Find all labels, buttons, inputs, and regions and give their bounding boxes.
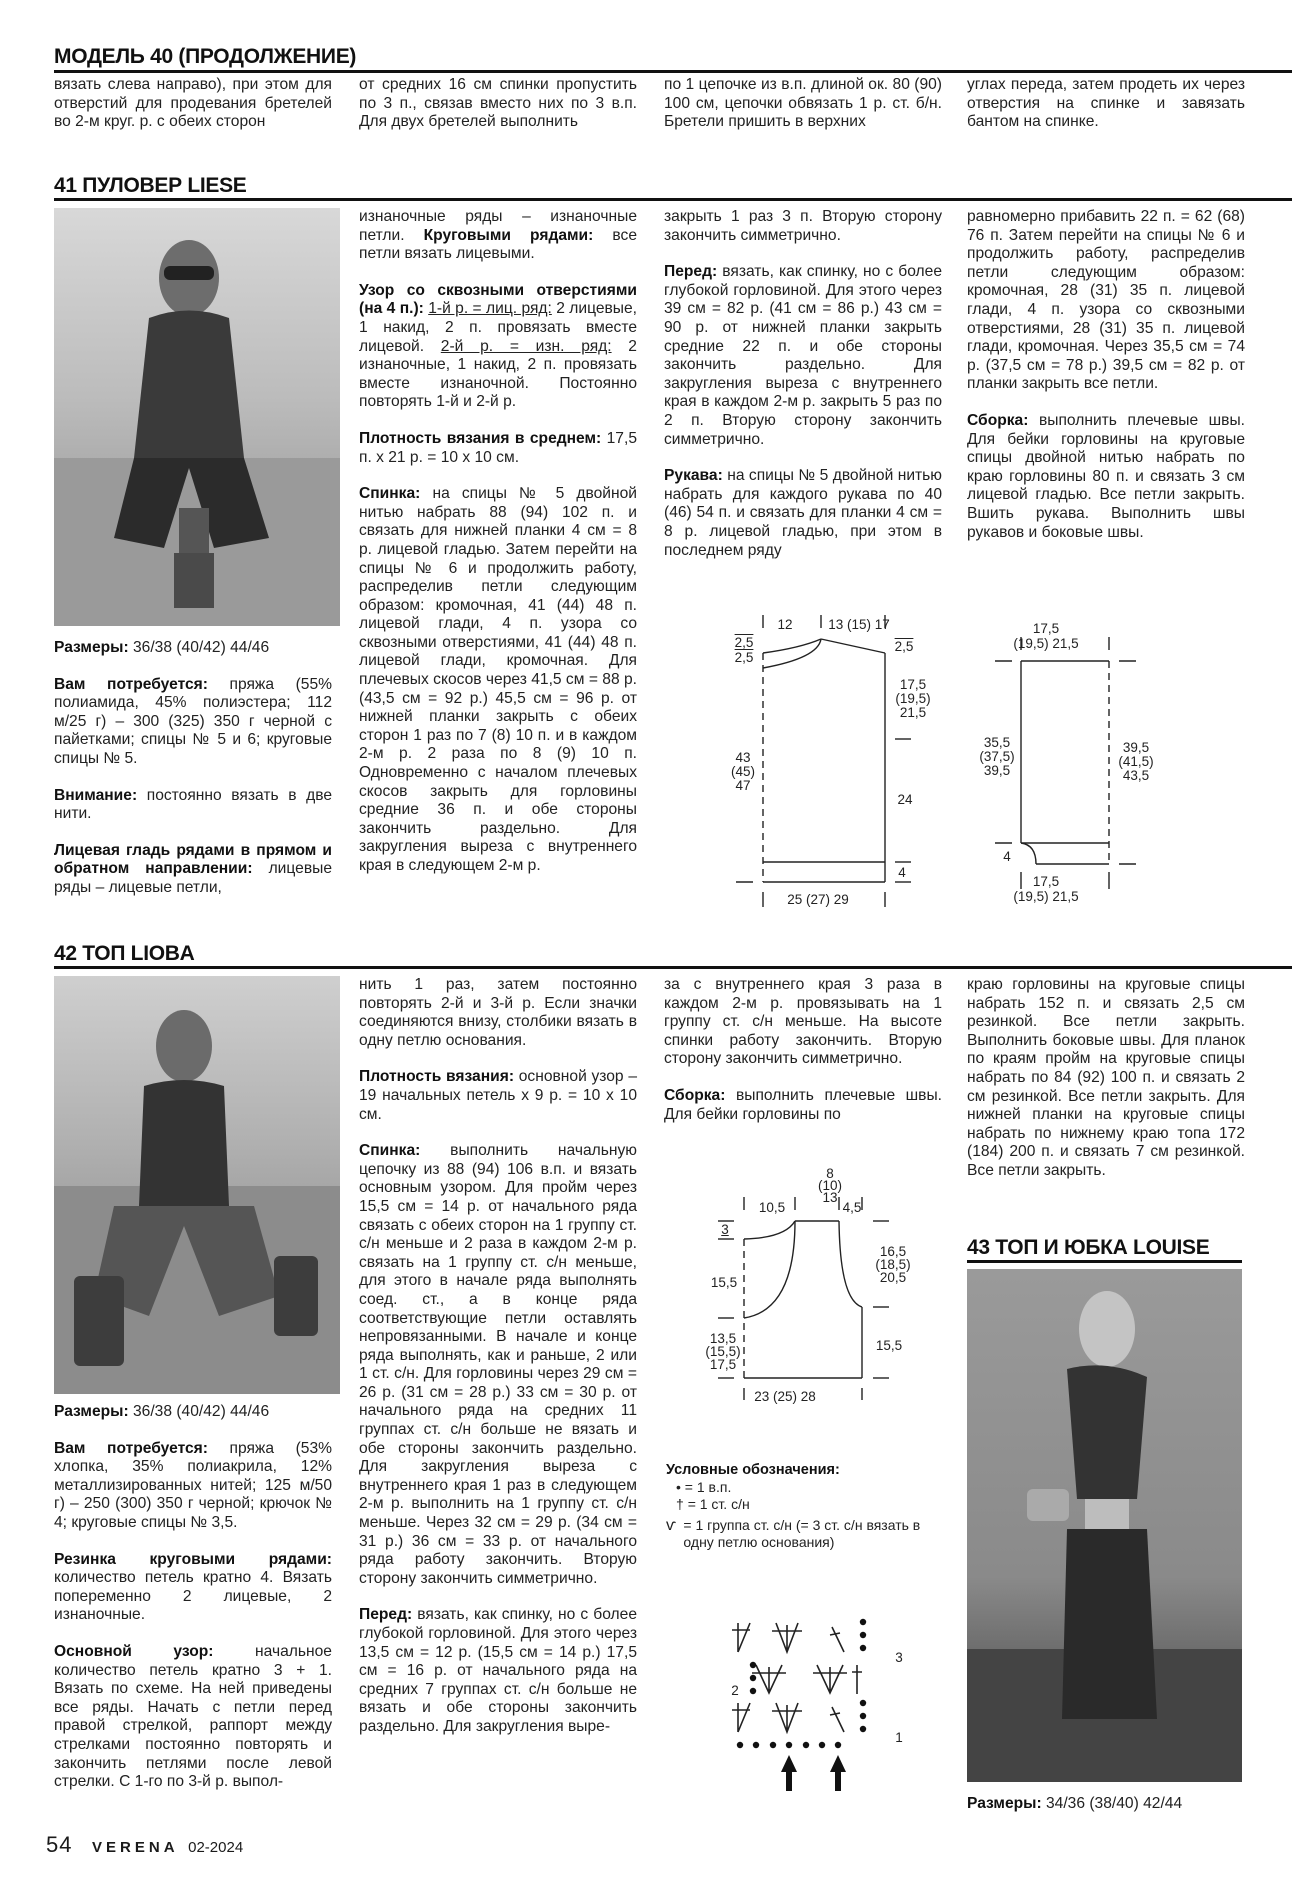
section-title-model-43: 43 ТОП И ЮБКА LOUISE bbox=[967, 1236, 1210, 1259]
dim-label: 13 bbox=[822, 1190, 838, 1205]
legend-group: = 1 группа ст. с/н (= 3 ст. с/н вязать в одну петлю основания) bbox=[683, 1517, 921, 1550]
assembly-label: Сборка: bbox=[967, 411, 1029, 429]
dim-label: 8 bbox=[826, 1166, 834, 1181]
dim-label: 35,5 bbox=[983, 735, 1011, 750]
stockinette-value: лицевые ряды – лицевые петли, bbox=[54, 860, 332, 896]
dim-label: 13 (15) 17 bbox=[828, 617, 890, 632]
model40-col1: вязать слева направо), при этом для отверстий для продевания бретелей во 2-м круг. р. с обеих сторон bbox=[54, 76, 332, 131]
dim-label: 2,5 bbox=[894, 639, 914, 654]
dim-label: 17,5 bbox=[1032, 874, 1060, 889]
dim-label: 2,5 bbox=[734, 650, 754, 665]
dim-label: (45) bbox=[730, 764, 755, 779]
dim-label: (37,5) bbox=[979, 749, 1015, 764]
gauge-value: 17,5 п. х 21 р. = 10 х 10 см. bbox=[359, 429, 637, 466]
model43-photo bbox=[967, 1269, 1242, 1782]
model42-photo bbox=[54, 976, 340, 1394]
front-value: вязать, как спинку, но с более глубокой горловиной. Для этого через 13,5 см = 12 р. (15,5 см = 14 р.) 17,5 см = 16 р. от начального ряда на средних 7 группах ст. с/н больше не вязать и обе стороны закончить раздельно. Для закругления выре- bbox=[359, 1606, 637, 1735]
section-title-model-41: 41 ПУЛОВЕР LIESE bbox=[54, 174, 247, 197]
gauge-value: основной узор – 19 начальных петель х 9 р. = 10 х 10 см. bbox=[359, 1068, 637, 1123]
dim-label: 4,5 bbox=[842, 1200, 862, 1215]
dim-label: 25 (27) 29 bbox=[787, 892, 849, 907]
crochet-chart bbox=[720, 1615, 900, 1795]
model42-col2 bbox=[359, 976, 637, 1737]
text: равномерно прибавить 22 п. = 62 (68) 76 п. Затем перейти на спицы № 6 и продолжить работу, распределив петли следующим образом: кромочная, 28 (31) 35 п. лицевой глади, 4 п. узора со сквозными отверстиями, 28 (31) 35 п. лицевой глади, кромочная. Через 35,5 см = 74 р. (37,5 см = 78 р.) 39,5 см = 82 р. от планки закрыть все петли. bbox=[967, 208, 1245, 393]
text: нить 1 раз, затем постоянно повторять 2-й и 3-й р. Если значки соединяются внизу, столбики вязать в одну петлю основания. bbox=[359, 976, 637, 1049]
photo-placeholder-icon bbox=[967, 1269, 1242, 1782]
dim-label: 16,5 bbox=[879, 1244, 907, 1259]
row2-label: 2-й р. = изн. ряд: bbox=[440, 337, 612, 355]
model42-col3 bbox=[664, 976, 942, 1124]
symbols-legend bbox=[666, 1462, 946, 1551]
dim-label: 43 bbox=[735, 750, 751, 765]
assembly-label: Сборка: bbox=[664, 1086, 726, 1104]
page-footer bbox=[46, 1832, 243, 1858]
dim-label: 13,5 bbox=[709, 1331, 737, 1346]
sleeves-label: Рукава: bbox=[664, 467, 723, 485]
section-title-model-42: 42 ТОП LIOBA bbox=[54, 942, 195, 965]
sizes-label: Размеры: bbox=[54, 639, 129, 656]
dim-label: 17,5 bbox=[899, 677, 927, 692]
dim-label: 23 (25) 28 bbox=[754, 1389, 816, 1404]
sizes-value: 36/38 (40/42) 44/46 bbox=[128, 639, 270, 656]
text: закрыть 1 раз 3 п. Вторую сторону закончить симметрично. bbox=[664, 208, 942, 244]
gauge-label: Плотность вязания в среднем: bbox=[359, 429, 602, 447]
arrow-up-icon bbox=[830, 1755, 846, 1791]
model40-col4: углах переда, затем продеть их через отверстия на спинке и завязать бантом на спинке. bbox=[967, 76, 1245, 131]
arrow-up-icon bbox=[781, 1755, 797, 1791]
section-rule bbox=[967, 1260, 1242, 1263]
row-number: 3 bbox=[895, 1650, 903, 1665]
dim-label: 4 bbox=[1003, 849, 1011, 864]
back-value: на спицы № 5 двойной нитью набрать 88 (94) 102 п. и связать для нижней планки 4 см = 8 р. лицевой гладью. Затем перейти на спицы № 6 и продолжить работу, распределив петли следующим образом: кромочная, 41 (44) 48 п. лицевой глади, 4 п. узора со сквозными отверстиями, 41 (44) 48 п. лицевой глади, кромочная. Для плечевых скосов через 41,5 см = 88 р. (43,5 см = 92 р.) 45,5 см = 96 р. от нижней планки закрыть с обеих сторон 1 раз по 7 (8) 10 п. и в каждом 2-м р. 2 раза по 8 (9) 10 п. Одновременно с началом плечевых скосов закрыть для горловины средние 36 п. и обе стороны закончить раздельно. Для закругления выреза с внутреннего края в следующем 2-м р. bbox=[359, 485, 637, 874]
front-label: Перед: bbox=[359, 1606, 413, 1624]
sleeves-value: на спицы № 5 двойной нитью набрать для каждого рукава по 40 (46) 54 п. и связать для планки 4 см = 8 р. лицевой гладью, при этом в последнем ряду bbox=[664, 467, 942, 559]
attention-value: постоянно вязать в две нити. bbox=[54, 786, 332, 823]
materials-value: пряжа (55% полиамида, 45% полиэстера; 112 м/25 г) – 300 (325) 350 г черной с пайетками; спицы № 5 и 6; круговые спицы № 5. bbox=[54, 675, 333, 767]
legend-dc: = 1 ст. с/н bbox=[687, 1496, 750, 1512]
assembly-value: выполнить плечевые швы. Для бейки горловины на круговые спицы двойной нитью набрать по краю горловины 80 п. и связать 3 см лицевой гладью. Все петли закрыть. Вшить рукава. Выполнить швы рукавов и боковые швы. bbox=[967, 411, 1245, 541]
model40-col3: по 1 цепочке из в.п. длиной ок. 80 (90) 100 см, цепочки обвязать 1 р. ст. б/н. Бретели пришить в верхних bbox=[664, 76, 942, 131]
back-label: Спинка: bbox=[359, 1142, 421, 1160]
model41-photo bbox=[54, 208, 340, 626]
dim-label: 47 bbox=[735, 778, 751, 793]
rib-value: количество петель кратно 4. Вязать попеременно 2 лицевые, 2 изнаночные. bbox=[54, 1569, 332, 1624]
dim-label: 3 bbox=[721, 1222, 729, 1237]
back-label: Спинка: bbox=[359, 485, 421, 503]
dim-label: 2,5 bbox=[734, 635, 754, 650]
model41-col4 bbox=[967, 208, 1245, 542]
dim-label: 39,5 bbox=[1122, 740, 1150, 755]
dim-label: (19,5) bbox=[895, 691, 931, 706]
dim-label: (10) bbox=[817, 1178, 842, 1193]
sizes-label: Размеры: bbox=[967, 1795, 1042, 1812]
page-number: 54 bbox=[46, 1832, 73, 1857]
dim-label: (15,5) bbox=[705, 1344, 741, 1359]
dim-label: 12 bbox=[777, 617, 793, 632]
row-number: 1 bbox=[895, 1730, 903, 1745]
photo-placeholder-icon bbox=[54, 208, 340, 626]
assembly-value: выполнить плечевые швы. Для бейки горловины по bbox=[664, 1086, 942, 1123]
model41-col2 bbox=[359, 208, 637, 876]
attention-label: Внимание: bbox=[54, 786, 138, 804]
dim-label: (41,5) bbox=[1118, 754, 1154, 769]
dim-label: 15,5 bbox=[710, 1275, 738, 1290]
dim-label: 24 bbox=[897, 792, 913, 807]
front-value: вязать, как спинку, но с более глубокой горловиной. Для этого через 39 см = 82 р. (41 см = 86 р.) 43 см = 90 р. от нижней планки закрыть средние 22 п. и обе стороны закончить раздельно. Для закругления выреза с внутреннего края в каждом 2-м р. закрыть 5 раз по 2 п. Вторую сторону закончить симметрично. bbox=[664, 263, 942, 448]
model42-col4 bbox=[967, 976, 1245, 1181]
dim-label: 4 bbox=[898, 865, 906, 880]
dim-label: 21,5 bbox=[899, 705, 927, 720]
eyelet-pattern-label: Узор со сквозными отверстиями (на 4 п.): bbox=[359, 281, 637, 318]
pattern-value: начальное количество петель кратно 3 + 1. Вязать по схеме. На ней приведены все ряды. Начать с петли перед правой стрелкой, раппорт между стрелками постоянно повторять и закончить петлями после левой стрелки. С 1-го по 3-й р. выпол- bbox=[54, 1642, 332, 1791]
section-title-model-40: МОДЕЛЬ 40 (ПРОДОЛЖЕНИЕ) bbox=[54, 45, 357, 68]
legend-chain: = 1 в.п. bbox=[684, 1479, 732, 1495]
model42-col1 bbox=[54, 1403, 332, 1792]
sizes-value: 34/36 (38/40) 42/44 bbox=[1041, 1795, 1183, 1812]
dim-label: (18,5) bbox=[875, 1257, 911, 1272]
materials-label: Вам потребуется: bbox=[54, 1439, 208, 1457]
model41-col1 bbox=[54, 639, 332, 898]
rib-label: Резинка круговыми рядами: bbox=[54, 1550, 332, 1568]
section-rule bbox=[54, 70, 1292, 73]
pattern-label: Основной узор: bbox=[54, 1642, 214, 1660]
back-value: выполнить начальную цепочку из 88 (94) 106 в.п. и вязать основным узором. Для пройм через 15,5 см = 14 р. от начального ряда связать с обеих сторон на 1 группу ст. с/н меньше и 2 раза в каждом 2-м р. связать на 1 группу ст. с/н меньше, для этого в начале ряда выполнять соед. ст., а в конце ряда соответствующие петли оставлять непровязанными. В начале и конце ряда выполнять, как и раньше, 2 или 1 ст. с/н. Для горловины через 29 см = 26 р. (31 см = 28 р.) 33 см = 30 р. от начального ряда на средних 11 группах ст. с/н больше не вязать и обе стороны закончить раздельно. Для закругления выреза с внутреннего края 1 раз в следующем 2-м р. выполнить на 1 группу ст. с/н меньше. Через 32 см = 29 р. (34 см = 31 р.) 36 см = 33 р. от начального ряда работу закончить. Вторую сторону закончить симметрично. bbox=[359, 1142, 637, 1587]
circular-rows-label: Круговыми рядами: bbox=[423, 226, 594, 244]
row2-text: 2 изнаночные, 1 накид, 2 п. провязать вместе изнаночной. Постоянно повторять 1-й и 2-й р. bbox=[359, 337, 637, 411]
dim-label: 20,5 bbox=[879, 1270, 907, 1285]
dim-label: 10,5 bbox=[758, 1200, 786, 1215]
dim-label: 43,5 bbox=[1122, 768, 1150, 783]
section-rule bbox=[54, 966, 1292, 969]
gauge-label: Плотность вязания: bbox=[359, 1068, 515, 1086]
text: изнаночные ряды – изнаночные петли. bbox=[359, 208, 637, 244]
dim-label: 17,5 bbox=[1032, 621, 1060, 636]
magazine-brand: VERENA bbox=[92, 1839, 179, 1856]
dim-label: (19,5) 21,5 bbox=[1013, 636, 1079, 651]
front-label: Перед: bbox=[664, 263, 718, 281]
legend-title: Условные обозначения: bbox=[666, 1462, 840, 1478]
sizes-label: Размеры: bbox=[54, 1403, 129, 1420]
materials-label: Вам потребуется: bbox=[54, 675, 208, 693]
row1-text: 2 лицевые, 1 накид, 2 п. провязать вместе лицевой. bbox=[359, 300, 637, 355]
model43-col bbox=[967, 1795, 1245, 1814]
dim-label: (19,5) 21,5 bbox=[1013, 889, 1079, 904]
dim-label: 39,5 bbox=[983, 763, 1011, 778]
double-crochet-icon: † bbox=[676, 1496, 684, 1512]
model41-col3 bbox=[664, 208, 942, 560]
row-number: 2 bbox=[731, 1683, 739, 1698]
row1-label: 1-й р. = лиц. ряд: bbox=[428, 300, 552, 318]
dim-label: 17,5 bbox=[709, 1357, 737, 1372]
text: краю горловины на круговые спицы набрать 152 п. и связать 2,5 см резинкой. Все петли закрыть. Выполнить боковые швы. Для планок по краям пройм на круговые спицы набрать по 84 (92) 100 п. и связать 2 см резинкой. Все петли закрыть. Для нижней планки на круговые спицы набрать по нижнему краю топа 172 (184) 200 п. и связать 7 см резинкой. Все петли закрыть. bbox=[967, 976, 1245, 1179]
stockinette-label: Лицевая гладь рядами в прямом и обратном направлении: bbox=[54, 841, 332, 878]
materials-value: пряжа (53% хлопка, 35% полиакрила, 12% металлизированных нитей; 125 м/50 г) – 250 (300) 350 г черной; крючок № 4; круговые спицы № 3,5. bbox=[54, 1439, 333, 1531]
text: за с внутреннего края 3 раза в каждом 2-м р. провязывать на 1 группу ст. с/н меньше. На высоте спинки работу закончить. Вторую сторону закончить симметрично. bbox=[664, 976, 942, 1068]
chain-stitch-icon: • bbox=[676, 1479, 681, 1495]
sizes-value: 36/38 (40/42) 44/46 bbox=[128, 1403, 270, 1420]
section-rule bbox=[54, 198, 1292, 201]
text: все петли вязать лицевыми. bbox=[359, 226, 637, 263]
issue-number: 02-2024 bbox=[188, 1839, 244, 1856]
dc-group-icon: ѵ bbox=[666, 1517, 677, 1534]
photo-placeholder-icon bbox=[54, 976, 340, 1394]
dim-label: 15,5 bbox=[875, 1338, 903, 1353]
model40-col2: от средних 16 см спинки пропустить по 3 п., связав вместо них по 3 в.п. Для двух бретелей выполнить bbox=[359, 76, 637, 131]
